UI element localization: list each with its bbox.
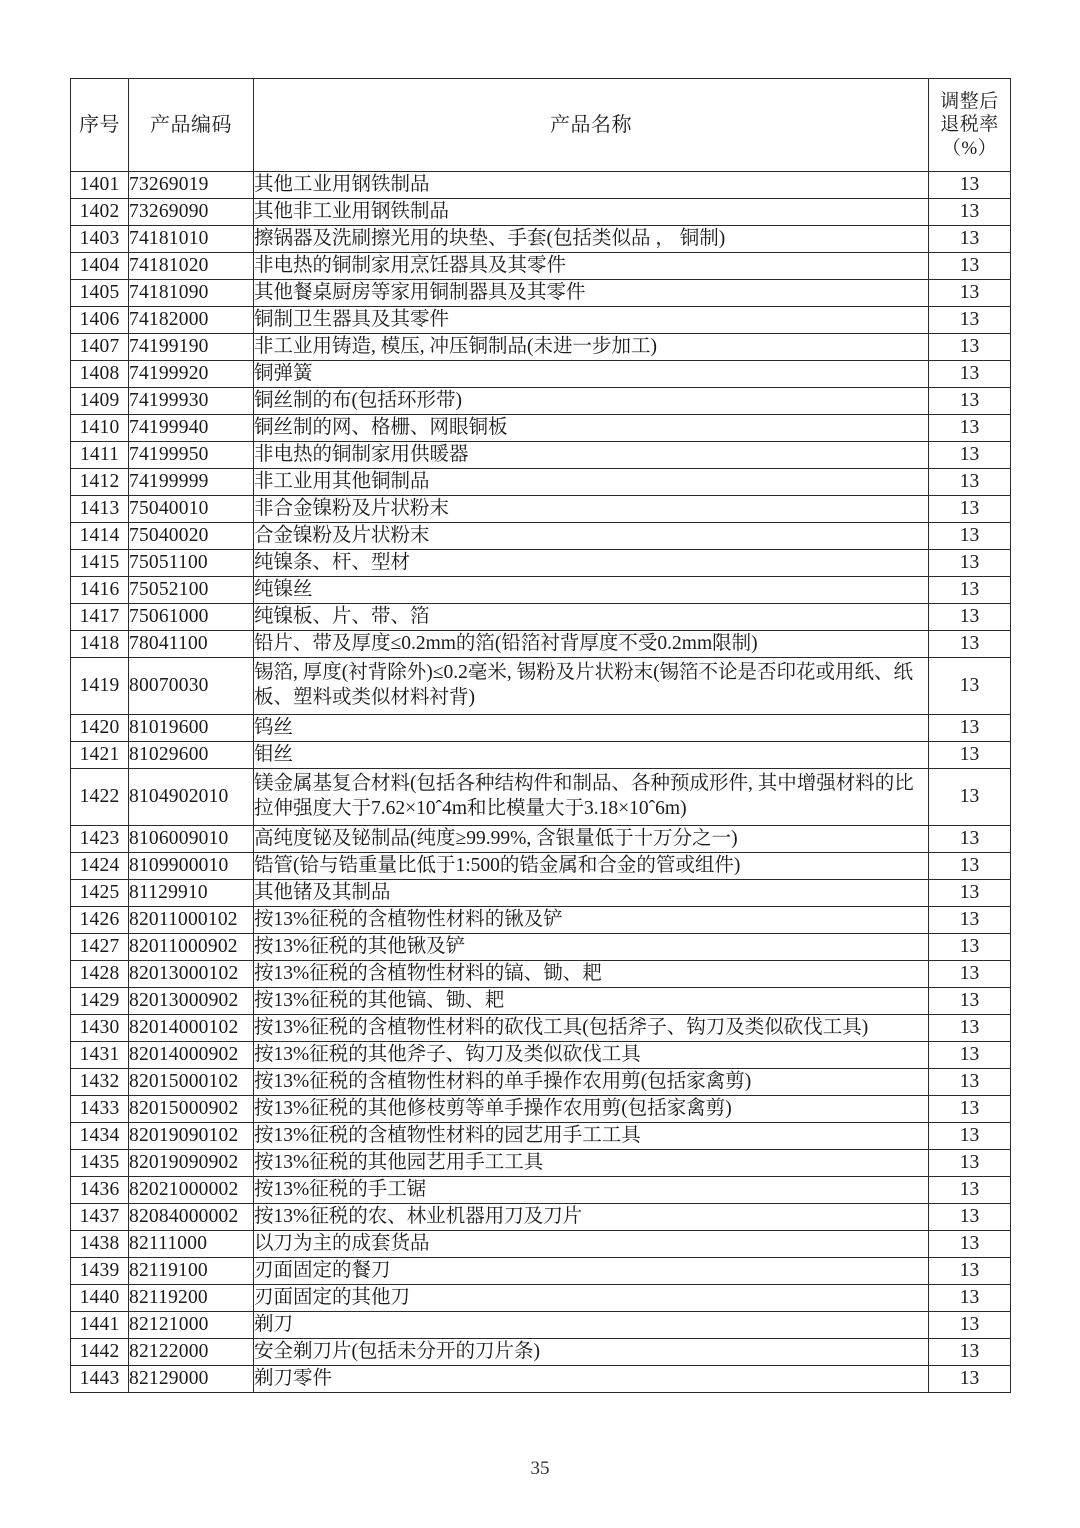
- table-row: [71, 496, 1011, 523]
- cell-code: 75051100: [129, 550, 254, 577]
- cell-code: 82121000: [129, 1312, 254, 1339]
- page-number: 35: [530, 1458, 550, 1479]
- cell-seq: 1426: [71, 907, 129, 934]
- cell-rate: 13: [929, 1258, 1011, 1285]
- cell-name: 按13%征税的含植物性材料的锹及铲: [254, 907, 929, 934]
- cell-name: 剃刀零件: [254, 1366, 929, 1393]
- cell-rate: 13: [929, 1366, 1011, 1393]
- cell-rate: 13: [929, 880, 1011, 907]
- cell-seq: 1419: [71, 658, 129, 715]
- table-row: [71, 853, 1011, 880]
- cell-code: 81029600: [129, 742, 254, 769]
- table-row: [71, 1069, 1011, 1096]
- table-row: [71, 934, 1011, 961]
- table-row: [71, 307, 1011, 334]
- cell-name: 非电热的铜制家用供暖器: [254, 442, 929, 469]
- cell-name: 合金镍粉及片状粉末: [254, 523, 929, 550]
- cell-seq: 1443: [71, 1366, 129, 1393]
- cell-rate: 13: [929, 1150, 1011, 1177]
- cell-seq: 1433: [71, 1096, 129, 1123]
- table-row: [71, 361, 1011, 388]
- cell-code: 75061000: [129, 604, 254, 631]
- table-row: [71, 961, 1011, 988]
- cell-rate: 13: [929, 388, 1011, 415]
- column-header-seq: [71, 79, 129, 172]
- cell-name: 锡箔, 厚度(衬背除外)≤0.2毫米, 锡粉及片状粉末(锡箔不论是否印花或用纸、纸板、塑料或类似材料衬背): [254, 658, 929, 715]
- cell-seq: 1413: [71, 496, 129, 523]
- column-header-rate-line2: 退税率: [940, 114, 999, 136]
- table-row: [71, 577, 1011, 604]
- table-row: [71, 1096, 1011, 1123]
- cell-seq: 1409: [71, 388, 129, 415]
- cell-name: 按13%征税的其他园艺用手工工具: [254, 1150, 929, 1177]
- cell-seq: 1428: [71, 961, 129, 988]
- cell-seq: 1408: [71, 361, 129, 388]
- cell-name: 铅片、带及厚度≤0.2mm的箔(铅箔衬背厚度不受0.2mm限制): [254, 631, 929, 658]
- cell-name: 按13%征税的含植物性材料的砍伐工具(包括斧子、钩刀及类似砍伐工具): [254, 1015, 929, 1042]
- cell-rate: 13: [929, 415, 1011, 442]
- cell-seq: 1412: [71, 469, 129, 496]
- table-row: [71, 1366, 1011, 1393]
- cell-code: 81019600: [129, 715, 254, 742]
- table-row: [71, 715, 1011, 742]
- table-row: [71, 280, 1011, 307]
- cell-seq: 1424: [71, 853, 129, 880]
- column-header-code: [129, 79, 254, 172]
- cell-name: 镁金属基复合材料(包括各种结构件和制品、各种预成形件, 其中增强材料的比拉伸强度大于7.62×10ˆ4m和比模量大于3.18×10ˆ6m): [254, 769, 929, 826]
- cell-code: 82014000102: [129, 1015, 254, 1042]
- table-body: [71, 172, 1011, 1393]
- table-row: [71, 469, 1011, 496]
- cell-rate: 13: [929, 1339, 1011, 1366]
- cell-name: 按13%征税的含植物性材料的园艺用手工工具: [254, 1123, 929, 1150]
- cell-code: 8109900010: [129, 853, 254, 880]
- cell-rate: 13: [929, 715, 1011, 742]
- cell-code: 8106009010: [129, 826, 254, 853]
- cell-seq: 1422: [71, 769, 129, 826]
- cell-seq: 1403: [71, 226, 129, 253]
- cell-rate: 13: [929, 496, 1011, 523]
- cell-rate: 13: [929, 769, 1011, 826]
- cell-code: 82015000902: [129, 1096, 254, 1123]
- table-row: [71, 226, 1011, 253]
- cell-name: 纯镍丝: [254, 577, 929, 604]
- cell-name: 按13%征税的农、林业机器用刀及刀片: [254, 1204, 929, 1231]
- table-row: [71, 199, 1011, 226]
- cell-seq: 1436: [71, 1177, 129, 1204]
- cell-seq: 1427: [71, 934, 129, 961]
- cell-code: 82129000: [129, 1366, 254, 1393]
- table-row: [71, 1123, 1011, 1150]
- cell-name: 纯镍条、杆、型材: [254, 550, 929, 577]
- cell-name: 锆管(铪与锆重量比低于1:500的锆金属和合金的管或组件): [254, 853, 929, 880]
- cell-code: 81129910: [129, 880, 254, 907]
- column-header-name-label: 产品名称: [550, 114, 632, 136]
- cell-seq: 1402: [71, 199, 129, 226]
- cell-name: 钼丝: [254, 742, 929, 769]
- cell-rate: 13: [929, 604, 1011, 631]
- cell-rate: 13: [929, 1204, 1011, 1231]
- cell-seq: 1429: [71, 988, 129, 1015]
- cell-seq: 1416: [71, 577, 129, 604]
- cell-name: 刃面固定的餐刀: [254, 1258, 929, 1285]
- cell-code: 82013000102: [129, 961, 254, 988]
- cell-code: 75052100: [129, 577, 254, 604]
- cell-code: 73269019: [129, 172, 254, 199]
- cell-code: 82019090902: [129, 1150, 254, 1177]
- cell-code: 82019090102: [129, 1123, 254, 1150]
- cell-name: 其他非工业用钢铁制品: [254, 199, 929, 226]
- cell-rate: 13: [929, 1042, 1011, 1069]
- cell-seq: 1406: [71, 307, 129, 334]
- table-row: [71, 880, 1011, 907]
- cell-rate: 13: [929, 826, 1011, 853]
- cell-code: 82119100: [129, 1258, 254, 1285]
- cell-code: 82119200: [129, 1285, 254, 1312]
- cell-seq: 1423: [71, 826, 129, 853]
- column-header-rate-line3: （%）: [941, 137, 998, 159]
- table-row: [71, 1258, 1011, 1285]
- table-row: [71, 1204, 1011, 1231]
- cell-code: 75040020: [129, 523, 254, 550]
- cell-name: 纯镍板、片、带、箔: [254, 604, 929, 631]
- cell-rate: 13: [929, 658, 1011, 715]
- table-row: [71, 769, 1011, 826]
- cell-rate: 13: [929, 988, 1011, 1015]
- column-header-name: [254, 79, 929, 172]
- cell-rate: 13: [929, 361, 1011, 388]
- cell-code: 74199940: [129, 415, 254, 442]
- cell-name: 非工业用其他铜制品: [254, 469, 929, 496]
- cell-rate: 13: [929, 199, 1011, 226]
- column-header-seq-label: 序号: [79, 114, 120, 136]
- cell-code: 82011000902: [129, 934, 254, 961]
- cell-name: 非电热的铜制家用烹饪器具及其零件: [254, 253, 929, 280]
- cell-rate: 13: [929, 934, 1011, 961]
- cell-code: 74199999: [129, 469, 254, 496]
- cell-seq: 1405: [71, 280, 129, 307]
- cell-seq: 1425: [71, 880, 129, 907]
- table-row: [71, 658, 1011, 715]
- table-row: [71, 550, 1011, 577]
- cell-seq: 1421: [71, 742, 129, 769]
- cell-code: 82013000902: [129, 988, 254, 1015]
- column-header-rate: [929, 79, 1011, 172]
- cell-name: 按13%征税的含植物性材料的镐、锄、耙: [254, 961, 929, 988]
- table-row: [71, 1015, 1011, 1042]
- cell-code: 82014000902: [129, 1042, 254, 1069]
- cell-seq: 1434: [71, 1123, 129, 1150]
- cell-name: 非合金镍粉及片状粉末: [254, 496, 929, 523]
- cell-rate: 13: [929, 1177, 1011, 1204]
- cell-code: 78041100: [129, 631, 254, 658]
- cell-rate: 13: [929, 172, 1011, 199]
- cell-seq: 1442: [71, 1339, 129, 1366]
- cell-code: 74199950: [129, 442, 254, 469]
- table-row: [71, 334, 1011, 361]
- cell-rate: 13: [929, 442, 1011, 469]
- cell-name: 其他工业用钢铁制品: [254, 172, 929, 199]
- cell-name: 按13%征税的其他斧子、钩刀及类似砍伐工具: [254, 1042, 929, 1069]
- cell-seq: 1437: [71, 1204, 129, 1231]
- cell-rate: 13: [929, 1285, 1011, 1312]
- cell-code: 82015000102: [129, 1069, 254, 1096]
- cell-code: 82021000002: [129, 1177, 254, 1204]
- cell-name: 铜制卫生器具及其零件: [254, 307, 929, 334]
- cell-code: 74199920: [129, 361, 254, 388]
- cell-seq: 1438: [71, 1231, 129, 1258]
- cell-rate: 13: [929, 253, 1011, 280]
- cell-rate: 13: [929, 853, 1011, 880]
- table-row: [71, 742, 1011, 769]
- column-header-rate-line1: 调整后: [940, 91, 999, 113]
- cell-code: 8104902010: [129, 769, 254, 826]
- cell-seq: 1432: [71, 1069, 129, 1096]
- table-header-row: [71, 79, 1011, 172]
- table-row: [71, 907, 1011, 934]
- cell-rate: 13: [929, 469, 1011, 496]
- tax-rebate-table: [70, 78, 1011, 1393]
- cell-name: 按13%征税的其他锹及铲: [254, 934, 929, 961]
- cell-name: 剃刀: [254, 1312, 929, 1339]
- cell-code: 82111000: [129, 1231, 254, 1258]
- cell-rate: 13: [929, 334, 1011, 361]
- table-row: [71, 172, 1011, 199]
- cell-name: 铜弹簧: [254, 361, 929, 388]
- cell-name: 擦锅器及洗刷擦光用的块垫、手套(包括类似品 ， 铜制): [254, 226, 929, 253]
- table-row: [71, 1312, 1011, 1339]
- table-row: [71, 1042, 1011, 1069]
- cell-name: 非工业用铸造, 模压, 冲压铜制品(未进一步加工): [254, 334, 929, 361]
- cell-rate: 13: [929, 742, 1011, 769]
- cell-rate: 13: [929, 280, 1011, 307]
- cell-rate: 13: [929, 631, 1011, 658]
- table-row: [71, 1285, 1011, 1312]
- table-row: [71, 1177, 1011, 1204]
- cell-name: 其他餐桌厨房等家用铜制器具及其零件: [254, 280, 929, 307]
- cell-rate: 13: [929, 523, 1011, 550]
- cell-rate: 13: [929, 961, 1011, 988]
- cell-code: 74181090: [129, 280, 254, 307]
- cell-name: 其他锗及其制品: [254, 880, 929, 907]
- cell-seq: 1410: [71, 415, 129, 442]
- cell-name: 以刀为主的成套货品: [254, 1231, 929, 1258]
- cell-name: 刃面固定的其他刀: [254, 1285, 929, 1312]
- table-row: [71, 523, 1011, 550]
- cell-code: 74181010: [129, 226, 254, 253]
- cell-name: 铜丝制的布(包括环形带): [254, 388, 929, 415]
- cell-code: 74181020: [129, 253, 254, 280]
- cell-seq: 1418: [71, 631, 129, 658]
- cell-seq: 1420: [71, 715, 129, 742]
- cell-code: 75040010: [129, 496, 254, 523]
- table-row: [71, 604, 1011, 631]
- cell-rate: 13: [929, 577, 1011, 604]
- table-row: [71, 388, 1011, 415]
- table-row: [71, 1231, 1011, 1258]
- cell-seq: 1431: [71, 1042, 129, 1069]
- cell-rate: 13: [929, 226, 1011, 253]
- cell-rate: 13: [929, 550, 1011, 577]
- cell-rate: 13: [929, 307, 1011, 334]
- cell-code: 74182000: [129, 307, 254, 334]
- cell-seq: 1404: [71, 253, 129, 280]
- cell-name: 安全剃刀片(包括未分开的刀片条): [254, 1339, 929, 1366]
- cell-code: 73269090: [129, 199, 254, 226]
- cell-seq: 1430: [71, 1015, 129, 1042]
- table-row: [71, 442, 1011, 469]
- cell-seq: 1401: [71, 172, 129, 199]
- cell-code: 74199930: [129, 388, 254, 415]
- cell-name: 铜丝制的网、格栅、网眼铜板: [254, 415, 929, 442]
- cell-seq: 1441: [71, 1312, 129, 1339]
- table-row: [71, 253, 1011, 280]
- cell-name: 按13%征税的手工锯: [254, 1177, 929, 1204]
- cell-seq: 1417: [71, 604, 129, 631]
- cell-seq: 1411: [71, 442, 129, 469]
- cell-code: 82122000: [129, 1339, 254, 1366]
- cell-seq: 1414: [71, 523, 129, 550]
- cell-seq: 1407: [71, 334, 129, 361]
- table-row: [71, 826, 1011, 853]
- table-row: [71, 1150, 1011, 1177]
- cell-name: 按13%征税的其他修枝剪等单手操作农用剪(包括家禽剪): [254, 1096, 929, 1123]
- cell-code: 80070030: [129, 658, 254, 715]
- table-row: [71, 1339, 1011, 1366]
- cell-rate: 13: [929, 1123, 1011, 1150]
- cell-seq: 1415: [71, 550, 129, 577]
- cell-name: 钨丝: [254, 715, 929, 742]
- cell-rate: 13: [929, 907, 1011, 934]
- cell-code: 82011000102: [129, 907, 254, 934]
- table-header: [71, 79, 1011, 172]
- table-row: [71, 415, 1011, 442]
- table-row: [71, 988, 1011, 1015]
- cell-seq: 1439: [71, 1258, 129, 1285]
- cell-seq: 1440: [71, 1285, 129, 1312]
- cell-name: 按13%征税的含植物性材料的单手操作农用剪(包括家禽剪): [254, 1069, 929, 1096]
- cell-rate: 13: [929, 1312, 1011, 1339]
- cell-name: 高纯度铋及铋制品(纯度≥99.99%, 含银量低于十万分之一): [254, 826, 929, 853]
- cell-rate: 13: [929, 1069, 1011, 1096]
- cell-rate: 13: [929, 1231, 1011, 1258]
- cell-name: 按13%征税的其他镐、锄、耙: [254, 988, 929, 1015]
- cell-seq: 1435: [71, 1150, 129, 1177]
- cell-rate: 13: [929, 1096, 1011, 1123]
- cell-code: 82084000002: [129, 1204, 254, 1231]
- cell-rate: 13: [929, 1015, 1011, 1042]
- cell-code: 74199190: [129, 334, 254, 361]
- table-row: [71, 631, 1011, 658]
- column-header-code-label: 产品编码: [150, 114, 232, 136]
